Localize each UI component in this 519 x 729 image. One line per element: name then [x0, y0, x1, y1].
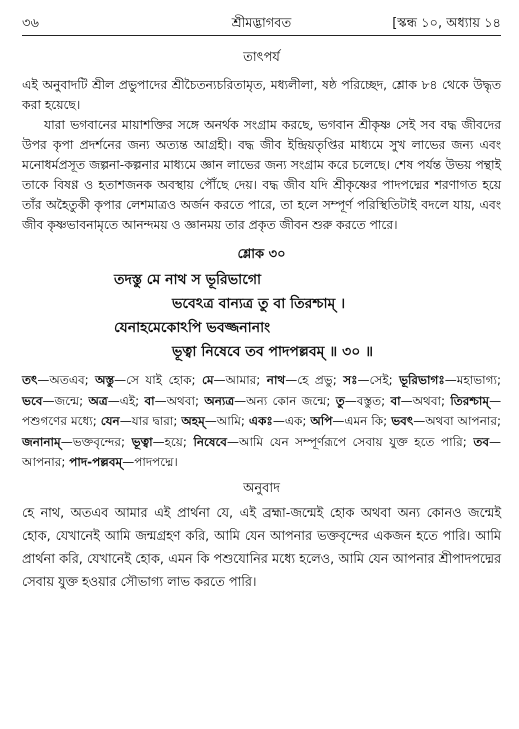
- synonym-word: তু: [335, 393, 345, 408]
- synonym-meaning: আমি: [216, 414, 241, 428]
- synonym-word: জনানাম্: [22, 434, 61, 449]
- synonym-meaning: ভক্তবৃন্দের: [72, 434, 122, 449]
- synonym-word: তিরশ্চাম্: [450, 393, 490, 408]
- synonym-word: ভূরিভাগঃ: [399, 373, 445, 387]
- synonym-word: বা: [390, 393, 401, 408]
- chapter-reference: [স্কন্ধ ১০, অধ্যায় ১৪: [392, 16, 501, 31]
- synonym-word: বা: [144, 393, 155, 408]
- synonyms-paragraph: তৎ—অতএব; অস্তু—সে যাই হোক; মে—আমার; নাথ—হে প্রভু; সঃ—সেই; ভূরিভাগঃ—মহাভাগ্য; ভবে—জন্মে; অত্র—এই; বা—অথবা; অন্যত্র—অন্য কোন জন্মে; তু—বস্তুত; বা—অথবা; তিরশ্চাম্—পশুগণের মধ্যে; যেন—যার দ্বারা; অহম্—আমি; একঃ—এক; অপি—এমন কি; ভবৎ—অথবা আপনার; জনানাম্—ভক্তবৃন্দের; ভূত্বা—হয়ে; নিষেবে—আমি যেন সম্পূর্ণরূপে সেবায় যুক্ত হতে পারি; তব—আপনার; পাদ-পল্লবম্—পাদপদ্মে।: [22, 373, 502, 469]
- synonym-meaning: অতএব: [49, 373, 85, 387]
- synonym-meaning: হয়ে: [164, 434, 183, 449]
- synonym-word: ভূত্বা: [131, 434, 153, 449]
- verse-line-3: যেনাহমেকোঽপি ভবজ্জনানাং: [114, 320, 271, 336]
- synonym-meaning: বস্তুত: [356, 393, 382, 408]
- synonym-meaning: আমার: [225, 373, 257, 387]
- synonym-word: মে: [202, 373, 214, 387]
- synonym-meaning: আপনার: [22, 455, 62, 469]
- synonym-meaning: এক: [284, 414, 303, 428]
- verse-label: শ্লোক ৩০: [237, 247, 286, 262]
- synonym-word: পাদ-পল্লবম্: [69, 455, 123, 469]
- verse-line-1: তদস্তু মে নাথ স ভূরিভাগো: [114, 272, 262, 288]
- purport-paragraph-2: যারা ভগবানের মায়াশক্তির সঙ্গে অনর্থক সংগ্রাম করছে, ভগবান শ্রীকৃষ্ণ সেই সব বদ্ধ জীবদের উপর কৃপা প্রদর্শনের জন্য অত্যন্ত আগ্রহী। বদ্ধ জীব ইন্দ্রিয়তৃপ্তির মাধ্যমে সুখ লাভের জন্য এবং মনোধর্মপ্রসূত জল্পনা-কল্পনার মাধ্যমে জ্ঞান লাভের জন্য সংগ্রাম করে চলেছে। শেষ পর্যন্ত উভয় পন্থাই তাকে বিষণ্ণ ও হতাশজনক অবস্থায় পৌঁছে দেয়। বদ্ধ জীব যদি শ্রীকৃষ্ণের পাদপদ্মের শরণাগত হয়ে তাঁর অহৈতুকী কৃপার লেশমাত্রও অর্জন করতে পারে, তা হলে সম্পূর্ণ পরিস্থিতিটাই বদলে যায়, এবং জীব কৃষ্ণভাবনামৃতে আনন্দময় ও জ্ঞানময় তার প্রকৃত জীবন শুরু করতে পারে।: [22, 118, 501, 232]
- translation-text: হে নাথ, অতএব আমার এই প্রার্থনা যে, এই ব্রহ্মা-জন্মেই হোক অথবা অন্য কোনও জন্মেই হোক, যেখানেই আমি জন্মগ্রহণ করি, আমি যেন আপনার ভক্তবৃন্দের একজন হতে পারি। আমি প্রার্থনা করি, যেখানেই হোক, এমন কি পশুযোনির মধ্যে হলেও, আমি যেন আপনার শ্রীপাদপদ্মের সেবায় যুক্ত হওয়ার সৌভাগ্য লাভ করতে পারি।: [22, 505, 501, 590]
- synonym-meaning: জন্মে: [54, 393, 80, 408]
- header-rule: [22, 35, 501, 36]
- synonym-meaning: পশুগণের মধ্যে: [22, 414, 93, 428]
- purport-paragraph-1: এই অনুবাদটি শ্রীল প্রভুপাদের শ্রীচৈতন্যচরিতামৃত, মধ্যলীলা, ষষ্ঠ পরিচ্ছেদ, শ্লোক ৮৪ থেকে উদ্ধৃত করা হয়েছে।: [22, 78, 501, 112]
- synonym-meaning: সে যাই হোক: [126, 373, 192, 387]
- page-header: [22, 10, 501, 36]
- synonym-word: তব: [473, 434, 489, 449]
- synonym-meaning: যার দ্বারা: [131, 414, 174, 428]
- synonym-meaning: অথবা: [412, 393, 441, 408]
- page-number: ৩৬: [22, 16, 39, 31]
- synonym-word: অন্যত্র: [204, 393, 235, 408]
- synonym-meaning: সেই: [369, 373, 389, 387]
- synonym-meaning: অথবা আপনার: [425, 414, 497, 428]
- synonym-word: ভবে: [22, 393, 43, 408]
- synonym-meaning: মহাভাগ্য: [456, 373, 497, 387]
- verse-line-2: ভবেঽত্র বান্যত্র তু বা তিরশ্চাম্ ।: [172, 296, 346, 312]
- verse-line-4: ভূত্বা নিষেবে তব পাদপল্লবম্ ॥ ৩০ ॥: [172, 344, 374, 360]
- synonym-word: অত্র: [88, 393, 108, 408]
- synonym-meaning: আমি যেন সম্পূর্ণরূপে সেবায় যুক্ত হতে পারি: [238, 434, 463, 449]
- synonym-word: যেন: [100, 414, 120, 428]
- translation-heading: অনুবাদ: [243, 480, 280, 496]
- synonym-meaning: এমন কি: [344, 414, 384, 428]
- synonym-meaning: হে প্রভু: [297, 373, 333, 387]
- synonym-word: ভবৎ: [391, 414, 414, 428]
- synonym-word: তৎ: [22, 373, 38, 387]
- purport-heading: তাৎপর্য: [243, 50, 280, 65]
- synonym-word: অহম্: [181, 414, 205, 428]
- synonym-word: অপি: [310, 414, 333, 428]
- synonym-word: একঃ: [248, 414, 273, 428]
- synonym-meaning: এই: [119, 393, 136, 408]
- synonym-word: সঃ: [343, 373, 358, 387]
- synonym-meaning: অন্য কোন জন্মে: [246, 393, 327, 408]
- synonym-word: অস্তু: [95, 373, 115, 387]
- page-body: [22, 48, 501, 594]
- book-title: শ্রীমদ্ভাগবত: [231, 16, 292, 31]
- synonym-meaning: অথবা: [166, 393, 195, 408]
- synonym-word: নাথ: [266, 373, 286, 387]
- synonym-word: নিষেবে: [193, 434, 227, 449]
- synonym-meaning: পাদপদ্মে: [134, 455, 174, 469]
